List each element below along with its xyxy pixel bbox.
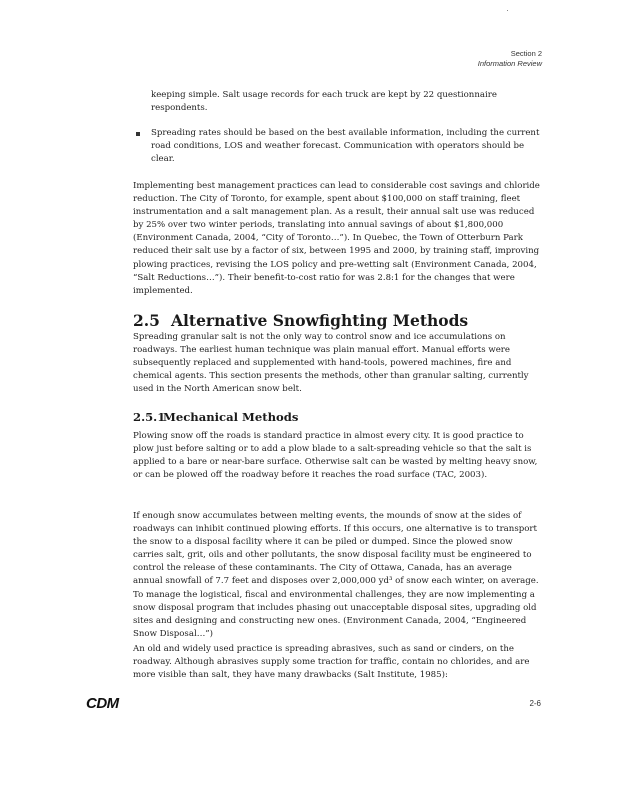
- continued-bullet-text: keeping simple. Salt usage records for each truck are kept by 22 questionnaire respondents.: [151, 90, 497, 114]
- bullet-text: Spreading rates should be based on the best available information, including the current road conditions, LOS and weather forecast. Communication with operators should be clear.: [151, 128, 540, 165]
- section-number: 2.5: [133, 311, 160, 330]
- scan-speck: [507, 10, 508, 11]
- section-heading: [133, 311, 468, 330]
- header-subtitle: Information Review: [477, 59, 542, 68]
- bullet-marker: [136, 132, 140, 136]
- subsection-heading: [133, 410, 298, 424]
- company-logo: CDM: [86, 695, 119, 712]
- page-number: 2-6: [529, 699, 541, 708]
- paragraph-snow-disposal: If enough snow accumulates between melting events, the mounds of snow at the sides of roadways can inhibit continued plowing efforts. If this occurs, one alternative is to transport the snow to a disposal facility where it can be piled or dumped. Since the plowed snow carries salt, grit, oils and other pollutants, the snow disposal facility must be engineered to control the release of these contaminants. The City of Ottawa, Canada, has an average annual snowfall of 7.7 feet and disposes over 2,000,000 yd³ of snow each winter, on average. To manage the logistical, fiscal and environmental challenges, they are now implementing a snow disposal program that includes phasing out unacceptable disposal sites, upgrading old sites and designing and constructing new ones. (Environment Canada, 2004, “Engineered Snow Disposal…”): [133, 511, 539, 639]
- subsection-number: 2.5.1: [133, 410, 166, 424]
- paragraph-bmp-savings: Implementing best management practices can lead to considerable cost savings and chloride reduction. The City of Toronto, for example, spent about $100,000 on staff training, fleet instrumentation and a salt management plan. As a result, their annual salt use was reduced by 25% over two winter periods, translating into annual savings of about $1,800,000 (Environment Canada, 2004, “City of Toronto…”). In Quebec, the Town of Otterburn Park reduced their salt use by a factor of six, between 1995 and 2000, by training staff, improving plowing practices, revising the LOS policy and pre-wetting salt (Environment Canada, 2004, “Salt Reductions…”). Their benefit-to-cost ratio for was 2.8:1 for the changes that were implemented.: [133, 181, 540, 296]
- subsection-title: Mechanical Methods: [163, 410, 299, 424]
- paragraph-alternative-methods: Spreading granular salt is not the only way to control snow and ice accumulations on roadways. The earliest human technique was plain manual effort. Manual efforts were subsequently replaced and supplemented with hand-tools, powered machines, fire and chemical agents. This section presents the methods, other than granular salting, currently used in the North American snow belt.: [133, 332, 529, 395]
- header-section: Section 2: [510, 49, 542, 58]
- bullet-item: [133, 127, 540, 166]
- section-title: Alternative Snowfighting Methods: [171, 311, 469, 330]
- paragraph-abrasives: An old and widely used practice is spreading abrasives, such as sand or cinders, on the roadway. Although abrasives supply some traction for traffic, contain no chlorides, and are more visible than salt, they have many drawbacks (Salt Institute, 1985):: [133, 644, 530, 681]
- running-header: [478, 49, 542, 69]
- paragraph-plowing: Plowing snow off the roads is standard practice in almost every city. It is good practice to plow just before salting or to add a plow blade to a salt-spreading vehicle so that the salt is applied to a bare or near-bare surface. Otherwise salt can be wasted by melting heavy snow, or can be plowed off the roadway before it reaches the road surface (TAC, 2003).: [133, 431, 538, 481]
